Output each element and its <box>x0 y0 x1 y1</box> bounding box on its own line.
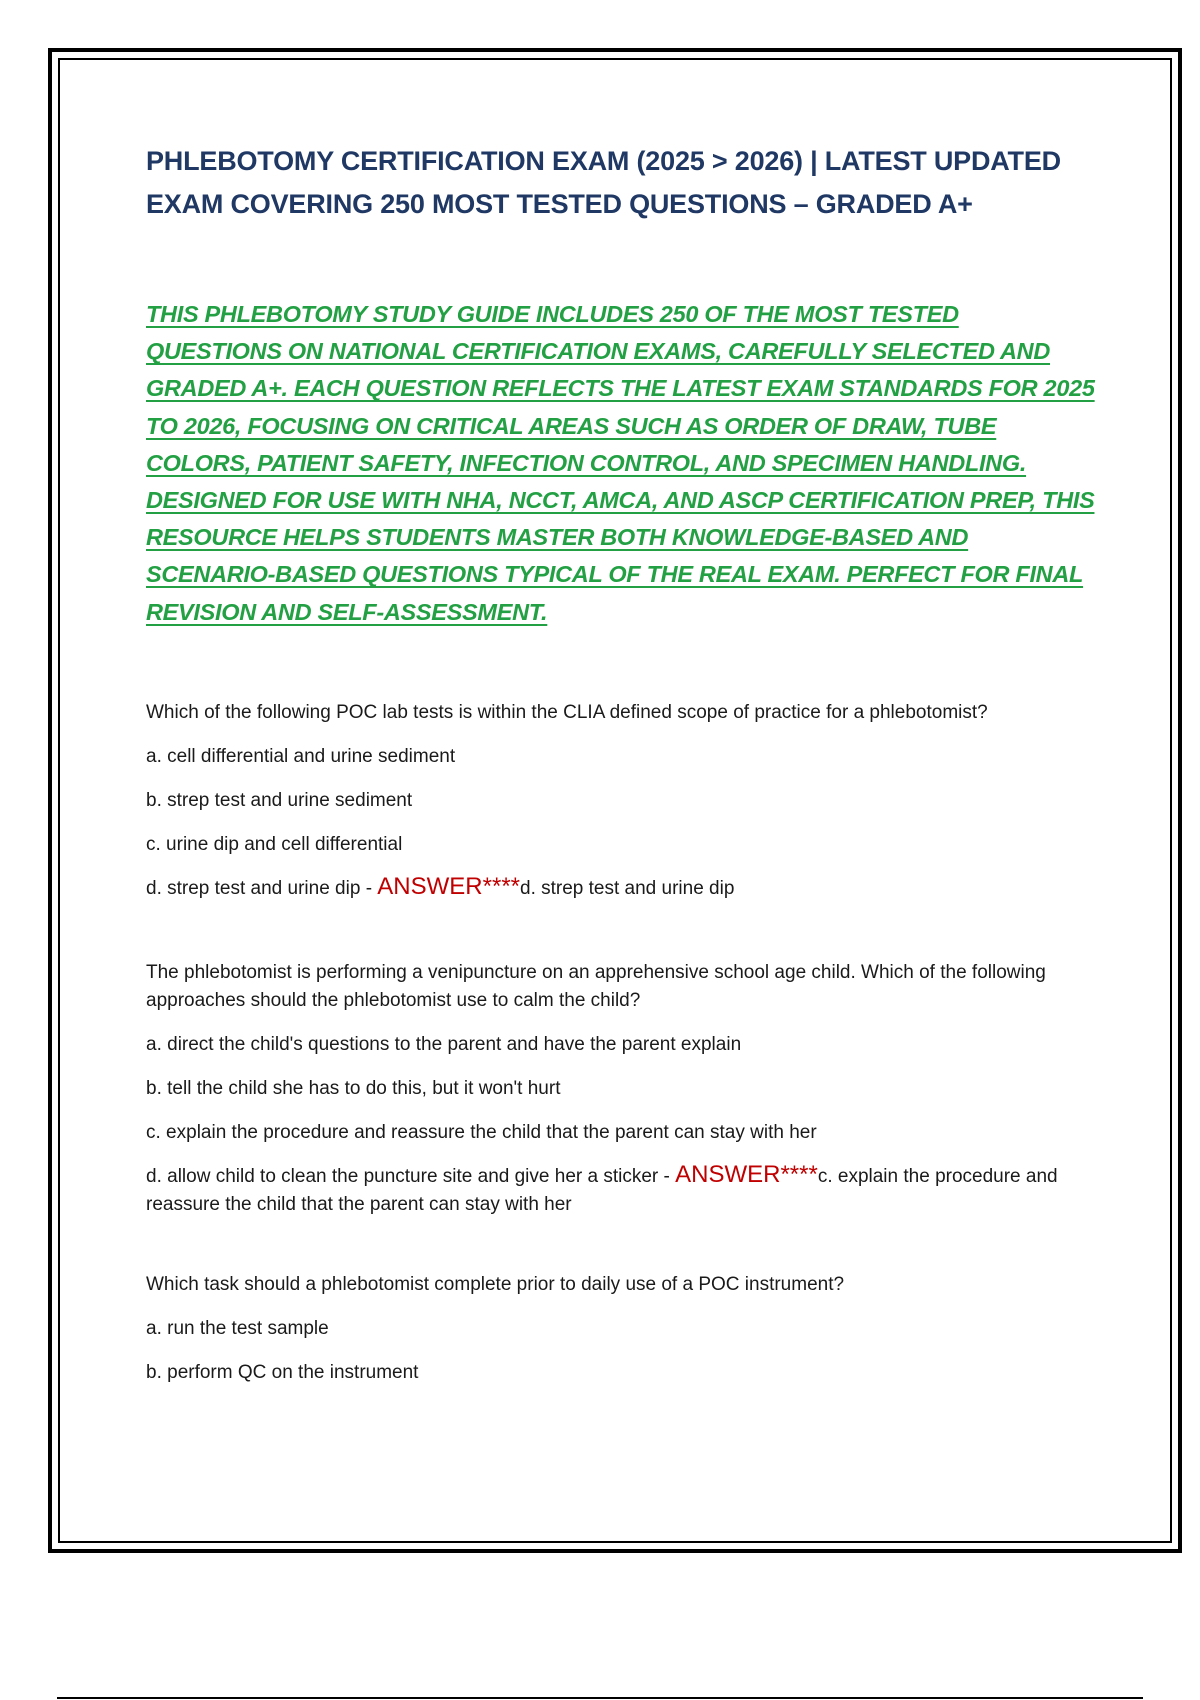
option-b: b. tell the child she has to do this, but it won't hurt <box>146 1077 561 1099</box>
option-d-with-answer <box>146 1161 1096 1219</box>
option-d: d. allow child to clean the puncture site and give her a sticker - <box>146 1165 676 1187</box>
option-a: a. run the test sample <box>146 1317 329 1339</box>
answer-marker: ANSWER**** <box>675 1160 818 1188</box>
option-a: a. cell differential and urine sediment <box>146 745 456 767</box>
answer-marker: ANSWER**** <box>377 872 520 900</box>
option-b: b. perform QC on the instrument <box>146 1361 419 1383</box>
option-c: c. explain the procedure and reassure the child that the parent can stay with her <box>146 1121 817 1143</box>
option-d-with-answer <box>146 873 1096 903</box>
option-a: a. direct the child's questions to the parent and have the parent explain <box>146 1033 742 1055</box>
page-divider <box>57 1697 1143 1699</box>
question-2 <box>146 959 1096 1219</box>
question-3 <box>146 1271 1096 1387</box>
option-c: c. urine dip and cell differential <box>146 833 403 855</box>
option-d: d. strep test and urine dip - <box>146 877 378 899</box>
answer-text: d. strep test and urine dip <box>520 877 735 899</box>
document-title: PHLEBOTOMY CERTIFICATION EXAM (2025 > 2026) | LATEST UPDATED EXAM COVERING 250 MOST TESTED QUESTIONS – GRADED A+ <box>146 146 1061 219</box>
intro-paragraph: THIS PHLEBOTOMY STUDY GUIDE INCLUDES 250 OF THE MOST TESTED QUESTIONS ON NATIONAL CERTIFICATION EXAMS, CAREFULLY SELECTED AND GRADED A+. EACH QUESTION REFLECTS THE LATEST EXAM STANDARDS FOR 2025 TO 2026, FOCUSING ON CRITICAL AREAS SUCH AS ORDER OF DRAW, TUBE COLORS, PATIENT SAFETY, INFECTION CONTROL, AND SPECIMEN HANDLING. DESIGNED FOR USE WITH NHA, NCCT, AMCA, AND ASCP CERTIFICATION PREP, THIS RESOURCE HELPS STUDENTS MASTER BOTH KNOWLEDGE-BASED AND SCENARIO-BASED QUESTIONS TYPICAL OF THE REAL EXAM. PERFECT FOR FINAL REVISION AND SELF-ASSESSMENT. <box>146 301 1095 625</box>
answer-text: c. explain the procedure and reassure the child that the parent can stay with her <box>146 1165 1058 1215</box>
option-b: b. strep test and urine sediment <box>146 789 413 811</box>
question-text: The phlebotomist is performing a venipuncture on an apprehensive school age child. Which of the following approaches should the phlebotomist use to calm the child? <box>146 961 1046 1011</box>
question-1 <box>146 699 1096 903</box>
question-text: Which of the following POC lab tests is within the CLIA defined scope of practice for a phlebotomist? <box>146 701 988 723</box>
document-content <box>146 140 1096 1387</box>
question-text: Which task should a phlebotomist complete prior to daily use of a POC instrument? <box>146 1273 845 1295</box>
